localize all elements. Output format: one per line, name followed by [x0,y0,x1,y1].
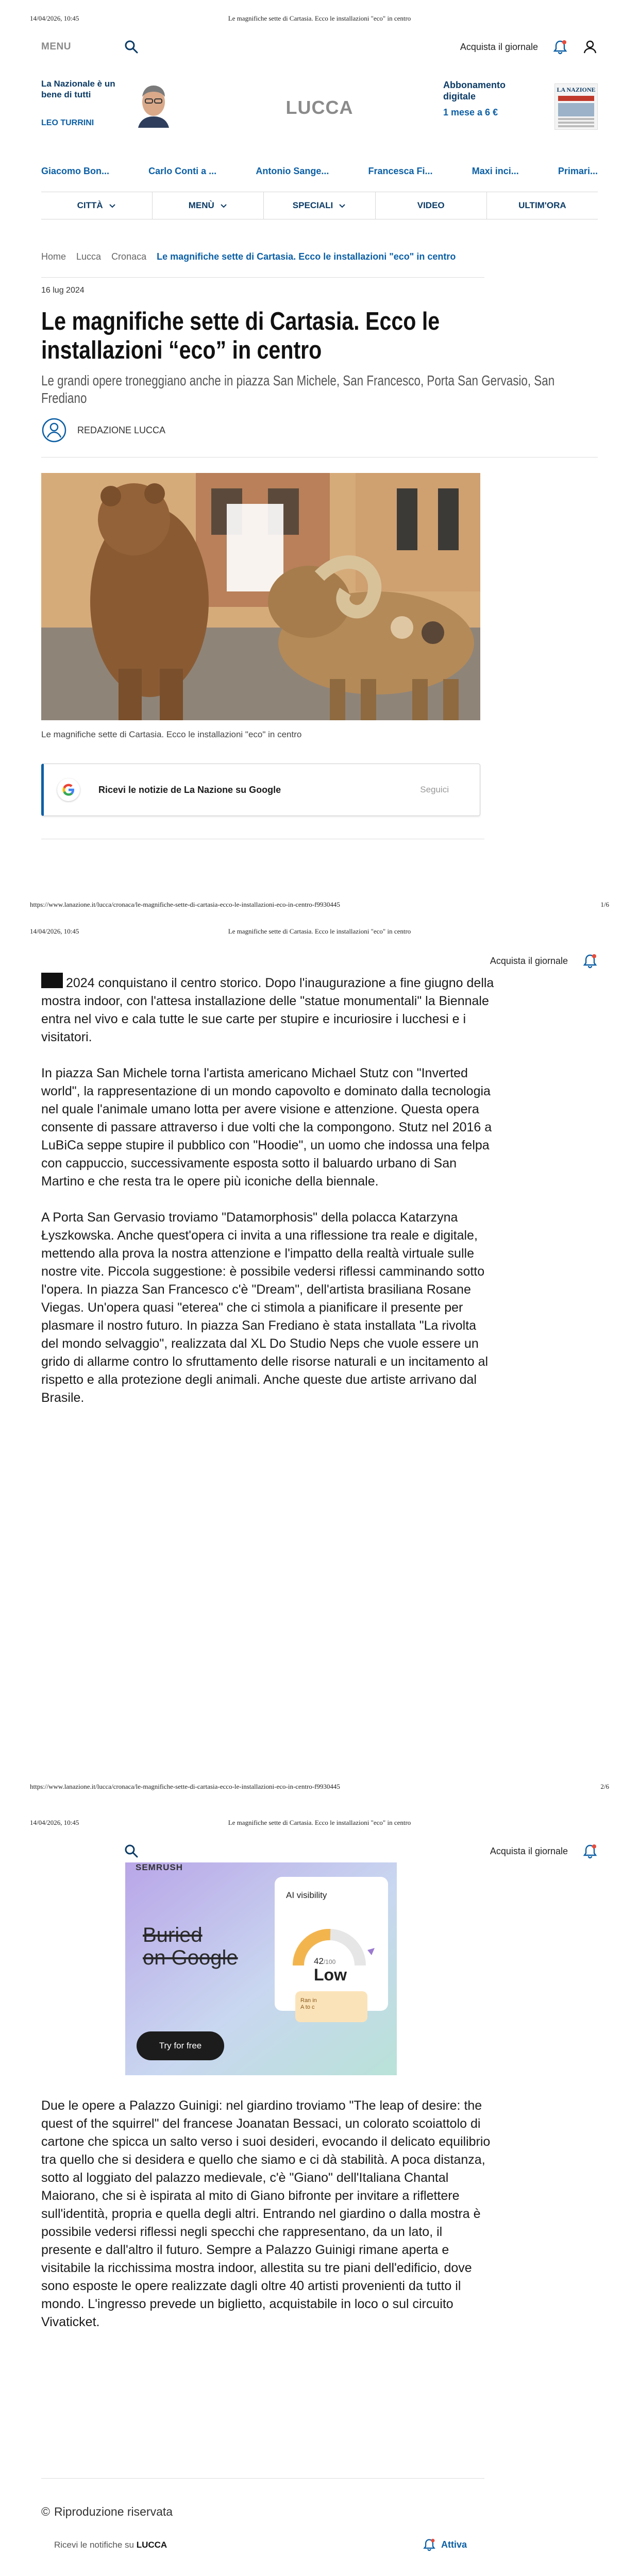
search-icon[interactable] [124,1843,139,1859]
print-page-number: 2/6 [600,1783,609,1790]
article-paragraph [41,973,495,1046]
copyright [41,2505,173,2519]
ad-side-text: Ran in A to c [300,1997,317,2010]
newspaper-thumbnail [554,83,598,130]
image-caption: Le magnifiche sette di Cartasia. Ecco le installazioni "eco" in centro [41,730,302,739]
nav-item-label: SPECIALI [292,200,333,210]
article-paragraph: In piazza San Michele torna l'artista americano Michael Stutz con "Inverted world", la rappresentazione di un mondo capovolto e dominato dalla tecnologia nel quale l'animale umano lotta per avere visione e attenzione. Questa opera consente di passare attraverso i due volti che la compongono. Stutz nel 2016 a LuBiCa seppe stupire il pubblico con "Hoodie", un uomo che indossa una felpa con cappuccio, successivamente esposta sotto il baluardo urbano di San Martino e che resta tra le opere più iconiche della biennale. [41,1066,492,1189]
breadcrumb-link[interactable]: Lucca [76,251,102,262]
ad-card-title: AI visibility [286,1890,327,1900]
article-paragraph: A Porta San Gervasio troviamo "Datamorphosis" della polacca Katarzyna Łyszkowska. Anche quest'opera ci invita a una riflessione tra reale e digitale, mettendo alla prova la nostra attenzione e l'impatto della realtà virtuale sulle nostre vite. Piccola suggestione: è possibile vedersi riflessi camminando sotto l'opera. In piazza San Francesco c'è "Dream", dell'artista brasiliana Rosane Viegas. Un'opera quasi "eterea" che ci stimola a pianificare il presente per plasmare il nostro futuro. In piazza San Frediano è stata installata "La rivolta del mondo selvaggio", realizzata dal XL Do Studio Neps che vuole essere un grido di allarme contro lo sfruttamento delle risorse naturali e un incitamento al rispetto e alla protezione degli animali. Anche queste due artiste arrivano dal Brasile. [41,1210,489,1405]
hero-image[interactable] [41,473,480,720]
chevron-down-icon [220,201,228,210]
breadcrumb-current[interactable]: Le magnifiche sette di Cartasia. Ecco le installazioni "eco" in centro [157,251,456,262]
print-url: https://www.lanazione.it/lucca/cronaca/le-magnifiche-sette-di-cartasia-ecco-le-installazioni-eco-in-centro-f9930445 [30,901,340,908]
google-follow-button[interactable]: Seguici [420,785,449,794]
bell-icon [423,2538,436,2551]
notify-brand: LUCCA [136,2540,167,2550]
article-headline: Le magnifiche sette di Cartasia. Ecco le installazioni “eco” in centro [41,308,440,364]
notification-prompt [54,2540,167,2550]
print-datetime: 14/04/2026, 10:45 [30,927,79,935]
article-subtitle: Le grandi opere troneggiano anche in piazza San Michele, San Francesco, Porta San Gervasio, San Frediano [41,372,555,406]
bell-icon[interactable] [582,953,598,969]
trending-topic-link[interactable]: Antonio Sange... [256,166,329,176]
chevron-down-icon [108,201,116,210]
trending-topic-link[interactable]: Carlo Conti a ... [148,166,217,176]
promo-column-author: LEO TURRINI [41,118,94,127]
nav-item[interactable] [264,192,375,219]
advertisement[interactable] [125,1862,397,2075]
google-g-icon [57,778,80,801]
user-icon[interactable] [582,39,598,55]
nav-item-label: ULTIM'ORA [518,200,566,210]
top-bar [41,37,598,58]
bell-icon[interactable] [552,39,568,55]
top-actions [460,39,598,55]
nav-item[interactable] [41,192,153,219]
chevron-down-icon [338,201,346,210]
print-datetime: 14/04/2026, 10:45 [30,1819,79,1826]
nav-item-label: CITTÀ [77,200,103,210]
subscription-promo[interactable] [443,79,598,118]
google-news-banner[interactable] [41,764,480,816]
print-doc-title: Le magnifiche sette di Cartasia. Ecco le installazioni "eco" in centro [228,14,411,22]
brand-row [41,78,598,140]
print-doc-title: Le magnifiche sette di Cartasia. Ecco le installazioni "eco" in centro [228,927,411,935]
nav-item-label: VIDEO [417,200,445,210]
breadcrumb-link[interactable]: Cronaca [111,251,147,262]
subscription-price: 1 mese a 6 € [443,107,498,117]
print-datetime: 14/04/2026, 10:45 [30,14,79,22]
menu-label: MENU [41,41,71,52]
subscription-title: Abbonamento digitale [443,80,506,101]
top-bar [41,951,598,972]
ad-score-value: 42 [314,1956,324,1966]
divider [41,2478,484,2479]
site-logo[interactable]: LUCCA [285,97,354,118]
nav-item-label: MENÙ [188,200,214,210]
author-name: REDAZIONE LUCCA [77,425,166,435]
ad-cta-button[interactable]: Try for free [137,2031,224,2060]
search-icon[interactable] [124,39,139,55]
print-page-number: 1/6 [600,901,609,908]
buy-paper-link[interactable]: Acquista il giornale [490,955,568,966]
trending-topic-link[interactable]: Primari... [558,166,598,176]
top-bar [41,1841,598,1862]
article-body [41,2097,495,2349]
article-body [41,973,495,1425]
breadcrumb-link[interactable]: Home [41,251,66,262]
top-actions [490,953,598,969]
ad-headline-line1: Buried [143,1924,203,1946]
notify-action-label: Attiva [441,2539,467,2550]
copyright-text: Riproduzione riservata [54,2505,173,2518]
ad-headline-line2: on Google [143,1946,238,1969]
newspaper-thumbnail-title: LA NAZIONE [557,86,596,93]
trending-topic-link[interactable]: Giacomo Bon... [41,166,110,176]
ad-score [314,1956,335,1967]
main-nav [41,192,598,219]
nav-item[interactable] [376,192,487,219]
buy-paper-link[interactable]: Acquista il giornale [490,1845,568,1856]
top-actions [490,1843,598,1859]
promo-column-title: La Nazionale è un bene di tutti [41,79,115,99]
article-date: 16 lug 2024 [41,286,85,295]
print-doc-title: Le magnifiche sette di Cartasia. Ecco le installazioni "eco" in centro [228,1819,411,1826]
nav-item[interactable] [153,192,264,219]
drop-cap [41,973,63,988]
trending-topic-link[interactable]: Maxi inci... [472,166,519,176]
ad-score-max: /100 [323,1958,336,1965]
breadcrumb [41,251,456,262]
paragraph-text: 2024 conquistano il centro storico. Dopo l'inaugurazione a fine giugno della mostra indoor, con l'attesa installazione delle "statue monumentali" la Biennale entra nel vivo e cala tutte le sue carte per stupire e incuriosire i lucchesi e i visitatori. [41,976,494,1044]
trending-topic-link[interactable]: Francesca Fi... [368,166,433,176]
bell-icon[interactable] [582,1843,598,1859]
ad-brand: SEMRUSH [136,1862,183,1872]
author-byline[interactable] [41,417,165,443]
copyright-icon: © [41,2505,50,2518]
divider [41,277,484,278]
ad-score-label: Low [314,1965,347,1984]
author-avatar-icon [41,417,67,443]
buy-paper-link[interactable]: Acquista il giornale [460,41,538,52]
trending-topics [41,166,598,181]
article-paragraph: Due le opere a Palazzo Guinigi: nel giardino troviamo "The leap of desire: the quest of the squirrel" del francese Joanatan Bessaci, un colorato scoiattolo di cartone che spicca un salto verso i suoi desideri, evocando il delicato equilibrio tra quello che si desidera e quello che siamo e ci dà stabilità. A poca distanza, sotto al loggiato del palazzo medievale, c'è "Giano" dell'Italiana Chantal Maiorano, che si è ispirata al mito di Giano bifronte per invitare a riflettere sull'identità, propria e quella degli altri. Entrando nel giardino o dalla mostra è possibile vedersi riflessi negli specchi che rappresentano, da un lato, il presente e dall'altro il futuro. Sempre a Palazzo Guinigi rimane aperta e visitabile la ricchissima mostra indoor, allestita su tre piani dell'edificio, dove sono esposte le opere realizzate dagli oltre 40 artisti provenienti da tutto il mondo. L'ingresso prevede un biglietto, acquistabile in loco o sul circuito Vivaticket. [41,2098,491,2329]
menu-button[interactable] [41,41,71,53]
notify-prefix: Ricevi le notifiche su [54,2540,134,2550]
print-url: https://www.lanazione.it/lucca/cronaca/le-magnifiche-sette-di-cartasia-ecco-le-installazioni-eco-in-centro-f9930445 [30,1783,340,1790]
google-news-text: Ricevi le notizie de La Nazione su Google [98,784,281,795]
nav-item[interactable] [487,192,598,219]
notify-activate-button[interactable] [423,2538,467,2551]
